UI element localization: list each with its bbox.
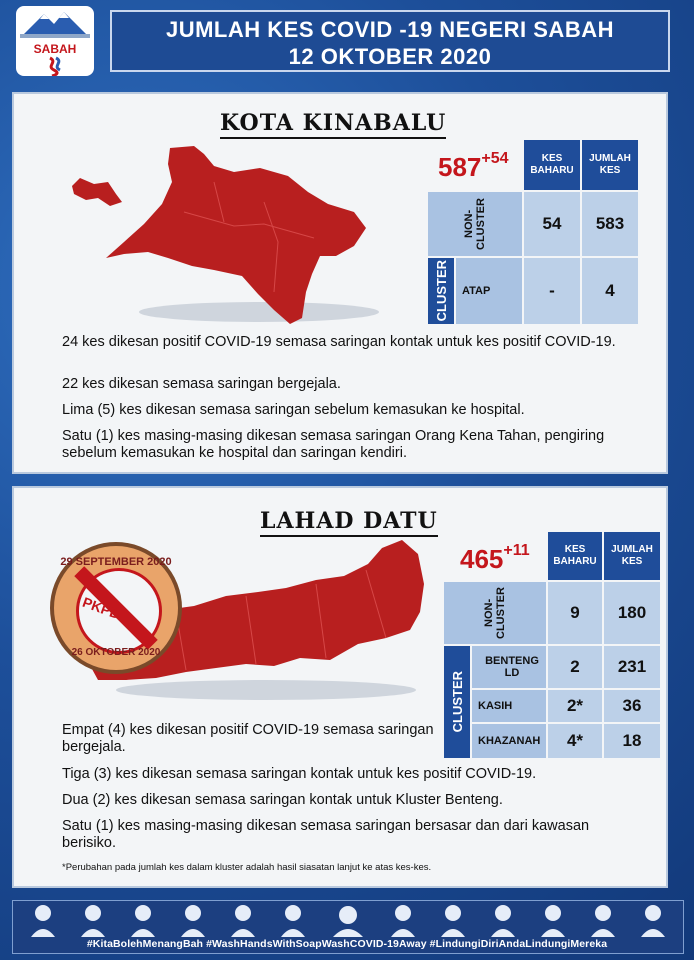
lahad-datu-panel [12, 486, 668, 888]
ld-khazanah-jumlah: 18 [604, 724, 660, 758]
ld-cluster-label [444, 646, 470, 758]
page-header [110, 10, 670, 72]
kk-non-cluster-baharu: 54 [524, 192, 580, 256]
kk-row-label-atap: ATAP [456, 258, 522, 324]
kota-kinabalu-map [64, 142, 384, 342]
stamp-start-date: 29 SEPTEMBER 2020 [60, 556, 172, 568]
ld-kasih-baharu: 2* [548, 690, 602, 722]
sabah-logo [16, 6, 94, 76]
stamp-center-text: PKPD [80, 593, 123, 623]
pkpd-stamp [50, 542, 182, 674]
ld-row-label-khazanah: KHAZANAH [472, 724, 546, 758]
stamp-end-date: 26 OKTOBER 2020 [71, 647, 161, 658]
kk-total-value: 587 [438, 152, 482, 182]
kk-non-cluster-jumlah: 583 [582, 192, 638, 256]
kk-note-3: Lima (5) kes dikesan semasa saringan sebelum kemasukan ke hospital. [62, 402, 525, 418]
kk-cluster-label [428, 258, 454, 324]
ld-benteng-jumlah: 231 [604, 646, 660, 688]
district-title: LAHAD DATU [260, 508, 438, 537]
ld-note-2: Tiga (3) kes dikesan semasa saringan kontak untuk kes positif COVID-19. [62, 766, 537, 782]
kk-total-delta: +54 [481, 150, 509, 167]
kota-kinabalu-panel [12, 92, 668, 474]
kk-atap-jumlah: 4 [582, 258, 638, 324]
ld-row-label-benteng: BENTENG LD [472, 646, 546, 688]
kk-atap-baharu: - [524, 258, 580, 324]
kk-cluster-text: CLUSTER [433, 260, 449, 322]
wave-icon [16, 56, 94, 76]
kk-row-label-non-cluster [428, 192, 522, 256]
ld-case-table [444, 532, 660, 758]
kk-header-kes-baharu: KES BAHARU [524, 140, 580, 190]
kk-note-1: 24 kes dikesan positif COVID-19 semasa saringan kontak untuk kes positif COVID-19. [62, 334, 616, 350]
kk-header-jumlah-kes: JUMLAH KES [582, 140, 638, 190]
header-date: 12 OKTOBER 2020 [288, 44, 492, 69]
district-title: KOTA KINABALU [220, 110, 446, 139]
ld-header-kes-baharu: KES BAHARU [548, 532, 602, 580]
kk-note-2: 22 kes dikesan semasa saringan bergejala. [62, 376, 341, 392]
ld-footnote: *Perubahan pada jumlah kes dalam kluster adalah hasil siasatan lanjut ke atas kes-kes. [62, 862, 432, 873]
ld-non-cluster-baharu: 9 [548, 582, 602, 644]
kk-case-table [428, 140, 638, 324]
ld-cluster-text: CLUSTER [449, 671, 465, 733]
header-title: JUMLAH KES COVID -19 NEGERI SABAH [165, 17, 614, 42]
footer-hashtags: #KitaBolehMenangBah #WashHandsWithSoapWashCOVID-19Away #LindungiDiriAndaLindungiMereka [86, 938, 608, 950]
ld-non-cluster-label: NON-CLUSTER [483, 587, 507, 639]
kk-non-cluster-label: NON-CLUSTER [463, 198, 487, 250]
ld-total-value: 465 [460, 544, 504, 574]
frontliner-figures-icon [13, 901, 683, 937]
ld-total-delta: +11 [503, 542, 530, 559]
ld-note-4: Satu (1) kes masing-masing dikesan semasa saringan bersasar dan dari kawasan berisiko. [62, 818, 590, 851]
ld-khazanah-baharu: 4* [548, 724, 602, 758]
ld-benteng-baharu: 2 [548, 646, 602, 688]
logo-text: SABAH [33, 42, 77, 56]
ld-row-label-kasih: KASIH [472, 690, 546, 722]
ld-kasih-jumlah: 36 [604, 690, 660, 722]
logo-stripe [20, 34, 90, 38]
ld-note-3: Dua (2) kes dikesan semasa saringan kontak untuk Kluster Benteng. [62, 792, 503, 808]
kk-note-4: Satu (1) kes masing-masing dikesan semasa saringan Orang Kena Tahan, pengiring sebelum kemasukan ke hospital dan saringan kendiri. [62, 428, 605, 461]
ld-header-jumlah-kes: JUMLAH KES [604, 532, 660, 580]
ld-note-1: Empat (4) kes dikesan positif COVID-19 semasa saringan bergejala. [62, 722, 434, 755]
ld-row-label-non-cluster [444, 582, 546, 644]
ld-non-cluster-jumlah: 180 [604, 582, 660, 644]
